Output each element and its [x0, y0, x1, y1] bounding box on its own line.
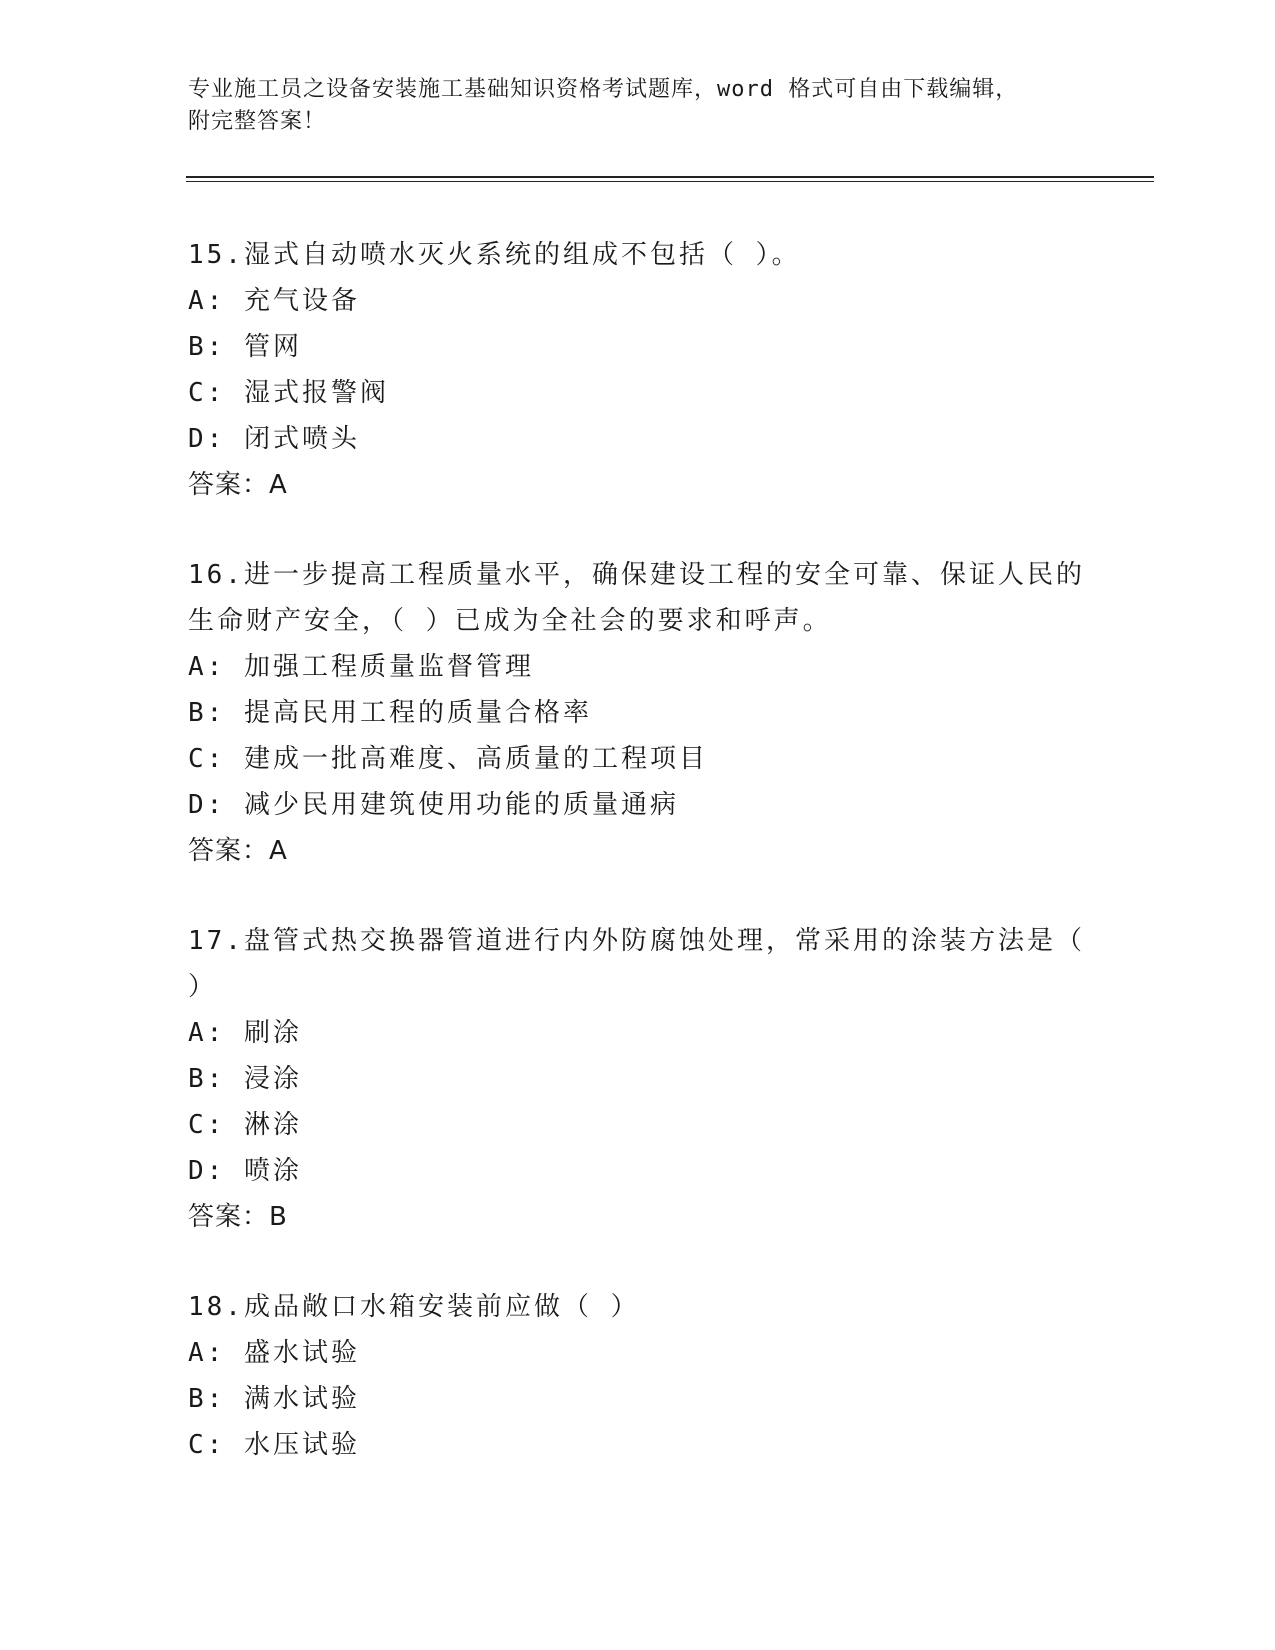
option-b: B: 满水试验 — [188, 1384, 360, 1414]
option-c: C: 湿式报警阀 — [188, 378, 389, 408]
question-stem-line-2: 生命财产安全，（ ）已成为全社会的要求和呼声。 — [188, 606, 832, 636]
answer-line: 答案：B — [188, 1202, 288, 1232]
option-c: C: 水压试验 — [188, 1430, 360, 1460]
answer-line: 答案：A — [188, 836, 288, 866]
option-c: C: 淋涂 — [188, 1110, 302, 1140]
option-b: B: 管网 — [188, 332, 302, 362]
question-stem-line-1: 16.进一步提高工程质量水平，确保建设工程的安全可靠、保证人民的 — [188, 560, 1085, 590]
question-15 — [188, 232, 1088, 508]
option-a: A: 刷涂 — [188, 1018, 302, 1048]
question-16 — [188, 552, 1088, 874]
option-d: D: 喷涂 — [188, 1156, 302, 1186]
option-a: A: 盛水试验 — [188, 1338, 360, 1368]
option-d: D: 闭式喷头 — [188, 424, 360, 454]
option-a: A: 充气设备 — [188, 286, 360, 316]
header-line-2: 附完整答案！ — [188, 109, 327, 134]
question-stem: 18.成品敞口水箱安装前应做（ ） — [188, 1292, 640, 1322]
question-17 — [188, 918, 1088, 1240]
header-divider-bottom — [186, 181, 1154, 182]
question-stem: 15.湿式自动喷水灭火系统的组成不包括（ ）。 — [188, 240, 801, 270]
question-18 — [188, 1284, 1088, 1468]
option-a: A: 加强工程质量监督管理 — [188, 652, 534, 682]
option-b: B: 提高民用工程的质量合格率 — [188, 698, 592, 728]
question-stem-line-2: ） — [188, 972, 218, 1002]
option-c: C: 建成一批高难度、高质量的工程项目 — [188, 744, 708, 774]
header-line-1: 专业施工员之设备安装施工基础知识资格考试题库，word 格式可自由下载编辑， — [188, 77, 1019, 102]
document-header — [188, 74, 1068, 138]
option-d: D: 减少民用建筑使用功能的质量通病 — [188, 790, 679, 820]
question-stem-line-1: 17.盘管式热交换器管道进行内外防腐蚀处理，常采用的涂装方法是（ — [188, 926, 1085, 956]
option-b: B: 浸涂 — [188, 1064, 302, 1094]
header-divider-top — [186, 176, 1154, 178]
answer-line: 答案：A — [188, 470, 288, 500]
question-list — [188, 232, 1088, 1512]
